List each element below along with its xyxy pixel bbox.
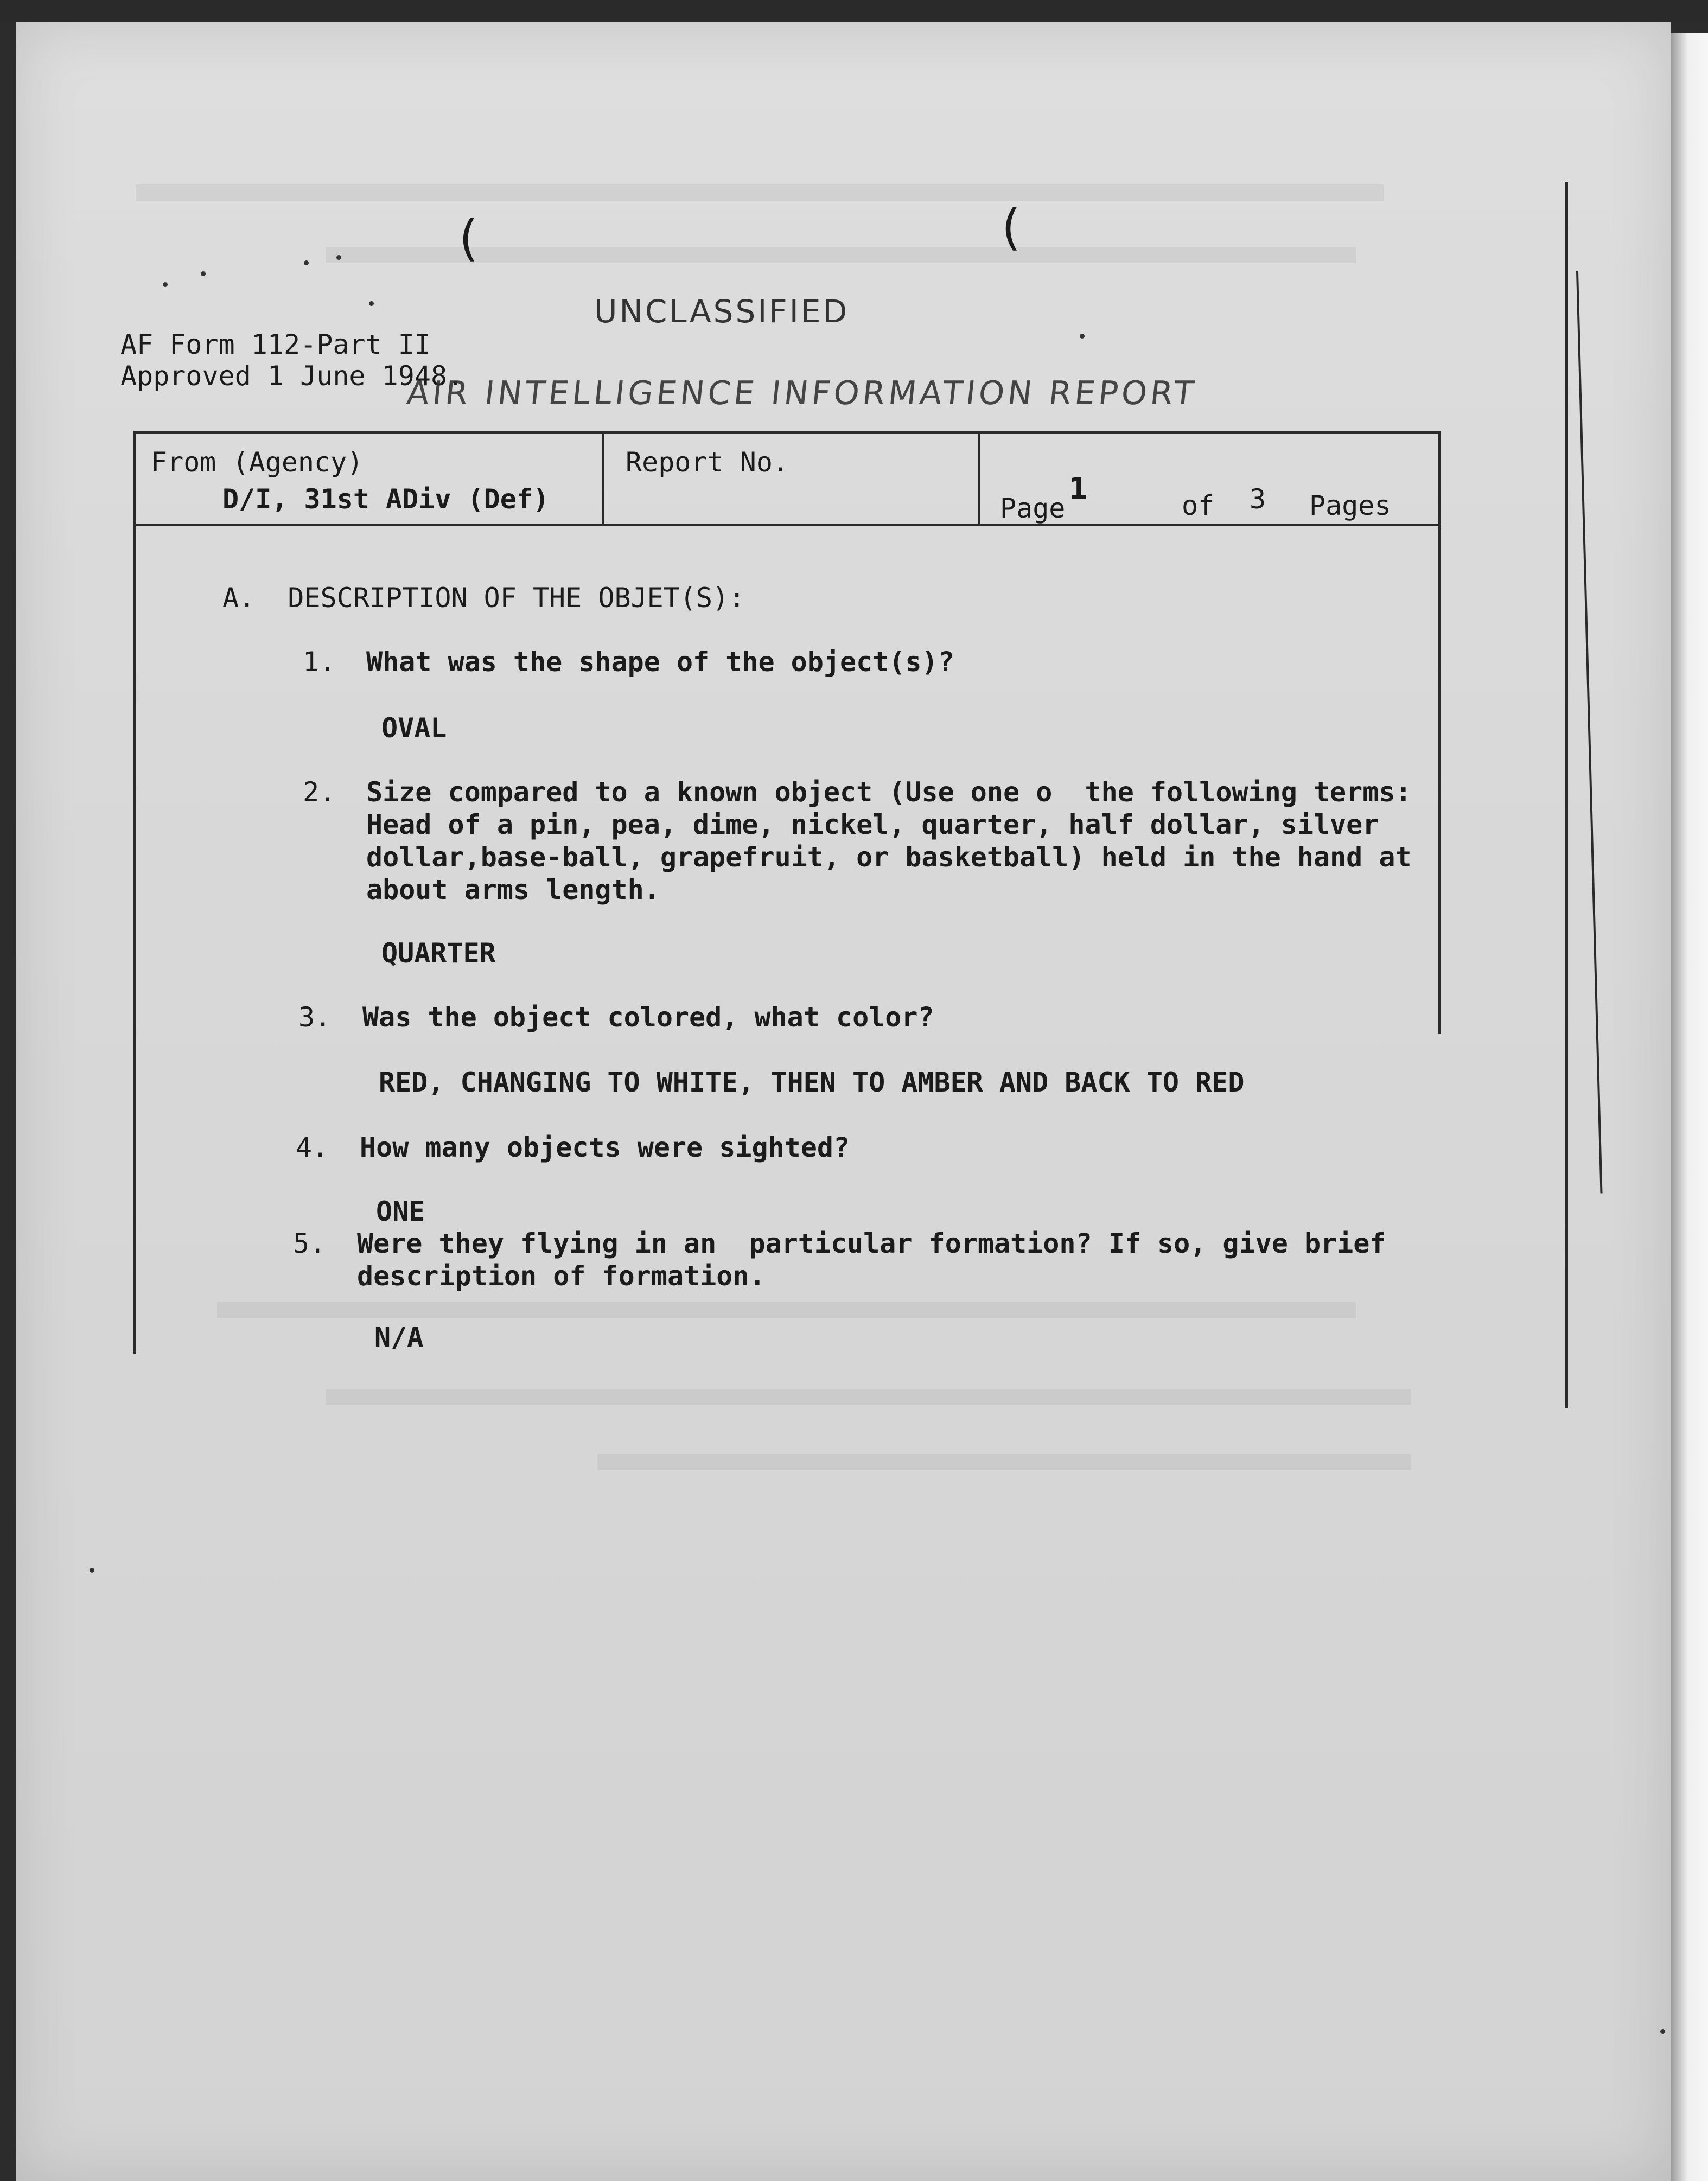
scan-speck: [304, 260, 309, 265]
report-no-label: Report No.: [626, 447, 789, 478]
total-pages: 3: [1250, 483, 1266, 515]
of-label: of: [1182, 490, 1215, 521]
question-line: dollar,base-ball, grapefruit, or basketball) held in the hand at: [366, 841, 1412, 873]
scan-speck: [1660, 2029, 1665, 2034]
box-cell-divider: [602, 434, 604, 524]
scan-top-border: [0, 0, 1708, 22]
punch-mark: (: [996, 199, 1025, 256]
page-label: Page: [1000, 493, 1066, 524]
show-through-line: [326, 1389, 1411, 1405]
question-line: Size compared to a known object (Use one o the following terms:: [366, 776, 1412, 808]
answer-text: ONE: [376, 1196, 425, 1227]
form-number: AF Form 112-Part II: [120, 329, 431, 360]
from-agency-label: From (Agency): [151, 447, 364, 478]
question-line: about arms length.: [366, 874, 660, 905]
box-cell-divider: [978, 434, 980, 524]
scan-speck: [90, 1568, 94, 1573]
answer-text: N/A: [374, 1322, 424, 1353]
report-title: AIR INTELLIGENCE INFORMATION REPORT: [405, 374, 1199, 412]
show-through-line: [597, 1454, 1411, 1470]
scan-speck: [336, 255, 341, 260]
punch-mark: (: [453, 210, 483, 267]
scan-speck: [369, 301, 374, 306]
show-through-line: [217, 1302, 1356, 1318]
scan-artifact-line: [1565, 182, 1568, 1408]
item-number: 2.: [303, 776, 336, 808]
section-heading: A. DESCRIPTION OF THE OBJET(S):: [222, 582, 745, 614]
question-line: description of formation.: [357, 1260, 766, 1292]
show-through-line: [136, 184, 1384, 201]
question-line: What was the shape of the object(s)?: [366, 646, 954, 678]
page-number: 1: [1069, 471, 1087, 507]
answer-text: OVAL: [381, 712, 447, 744]
question-line: Head of a pin, pea, dime, nickel, quarter, half dollar, silver: [366, 809, 1379, 840]
answer-text: QUARTER: [381, 938, 496, 969]
item-number: 3.: [298, 1002, 332, 1033]
box-top-border: [133, 431, 1441, 434]
item-number: 1.: [303, 646, 336, 678]
from-agency-value: D/I, 31st ADiv (Def): [222, 483, 550, 515]
scan-right-edge: [1671, 33, 1708, 2181]
question-line: Was the object colored, what color?: [362, 1002, 934, 1033]
scan-speck: [201, 271, 206, 276]
scan-speck: [1080, 334, 1085, 339]
box-right-border: [1438, 431, 1441, 1034]
question-line: How many objects were sighted?: [360, 1132, 850, 1163]
scan-speck: [163, 282, 168, 287]
pages-label: Pages: [1309, 490, 1391, 521]
classification-stamp: UNCLASSIFIED: [594, 293, 850, 330]
box-left-border: [133, 431, 136, 1354]
question-line: Were they flying in an particular formation? If so, give brief: [357, 1228, 1386, 1259]
item-number: 4.: [296, 1132, 329, 1163]
header-divider: [133, 524, 1441, 526]
item-number: 5.: [293, 1228, 326, 1259]
answer-text: RED, CHANGING TO WHITE, THEN TO AMBER AND BACK TO RED: [379, 1067, 1245, 1098]
approved-date: Approved 1 June 1948.: [120, 360, 464, 392]
